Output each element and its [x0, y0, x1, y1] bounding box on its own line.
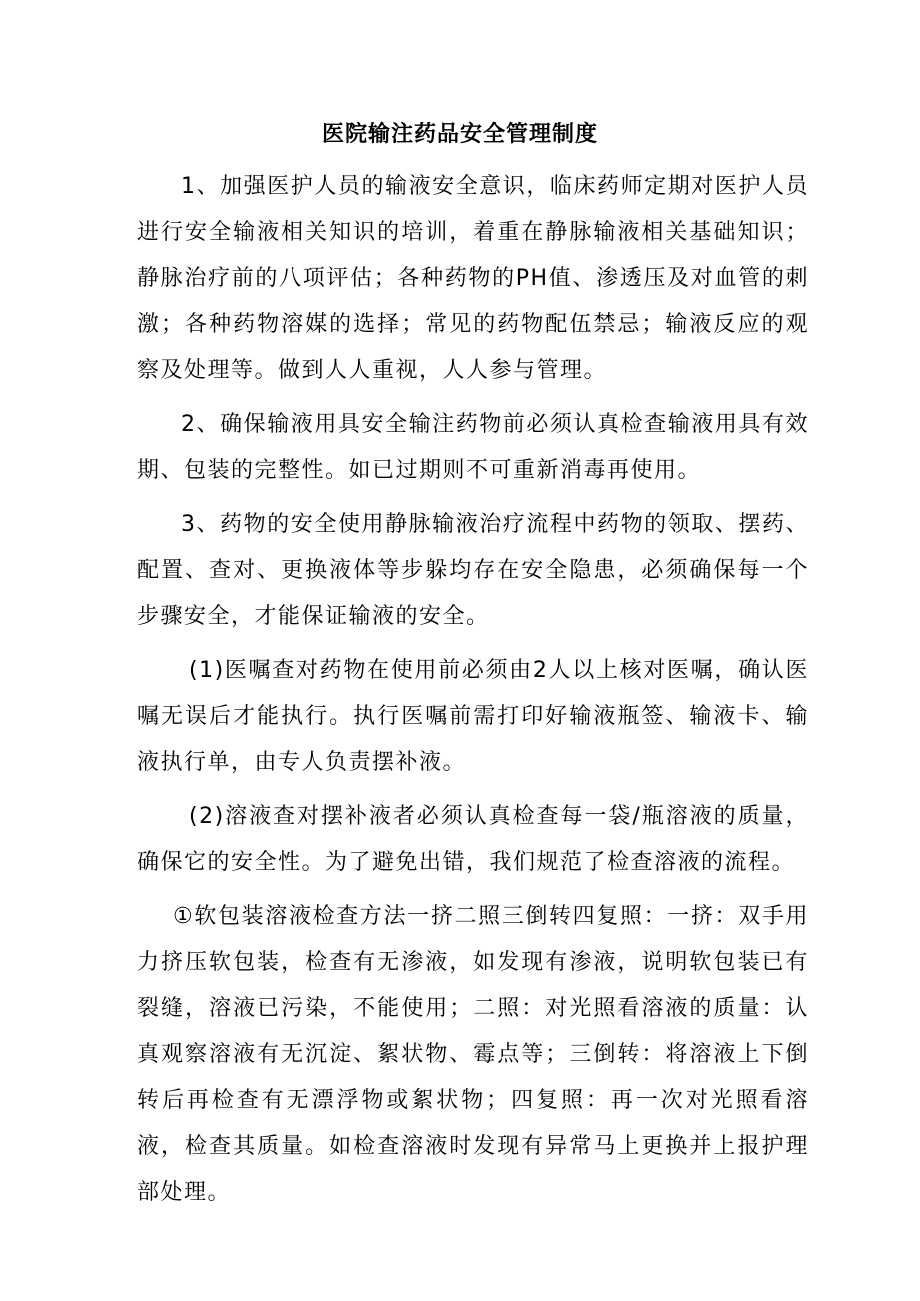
document-body [137, 164, 809, 1224]
paragraph-3-drug-safe-use: 3、药物的安全使用静脉输液治疗流程中药物的领取、摆药、配置、查对、更换液体等步躲均存在安全隐患，必须确保每一个步骤安全，才能保证输液的安全。 [137, 512, 809, 629]
document-title: 医院输注药品安全管理制度 [321, 122, 598, 147]
paragraph-soft-package-inspection: ①软包装溶液检查方法一挤二照三倒转四复照：一挤：双手用力挤压软包装，检查有无渗液，如发现有渗液，说明软包装已有裂缝，溶液已污染，不能使用；二照：对光照看溶液的质量：认真观察溶液有无沉淀、絮状物、霉点等；三倒转：将溶液上下倒转后再检查有无漂浮物或絮状物；四复照：再一次对光照看溶液，检查其质量。如检查溶液时发现有异常马上更换并上报护理部处理。 [137, 904, 809, 1205]
paragraph-1-staff-awareness: 1、加强医护人员的输液安全意识，临床药师定期对医护人员进行安全输液相关知识的培训，着重在静脉输液相关基础知识；静脉治疗前的八项评估；各种药物的PH值、渗透压及对血管的刺激；各种药物溶媒的选择；常见的药物配伍禁忌；输液反应的观察及处理等。做到人人重视，人人参与管理。 [137, 174, 809, 383]
paragraph-2-infusion-equipment: 2、确保输液用具安全输注药物前必须认真检查输液用具有效期、包装的完整性。如已过期则不可重新消毒再使用。 [137, 412, 809, 483]
paragraph-3-1-order-check: (1)医嘱查对药物在使用前必须由2人以上核对医嘱，确认医嘱无误后才能执行。执行医嘱前需打印好输液瓶签、输液卡、输液执行单，由专人负责摆补液。 [137, 658, 809, 775]
paragraph-3-2-solution-check: (2)溶液查对摆补液者必须认真检查每一袋/瓶溶液的质量，确保它的安全性。为了避免出错，我们规范了检查溶液的流程。 [137, 804, 809, 875]
